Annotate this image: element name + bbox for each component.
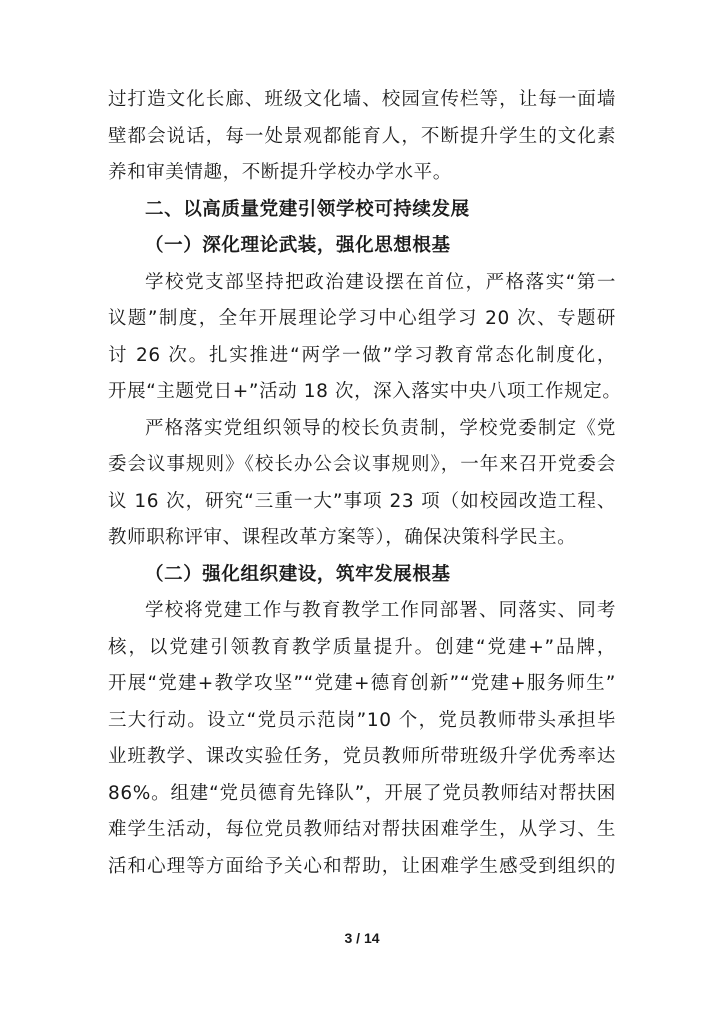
body-line: 学校党支部坚持把政治建设摆在首位，严格落实“第一 — [145, 271, 616, 293]
body-line: 教师职称评审、课程改革方案等），确保决策科学民主。 — [108, 527, 577, 548]
body-line: 委会议事规则》《校长办公会议事规则》，一年来召开党委会 — [108, 454, 616, 475]
body-line: 过打造文化长廊、班级文化墙、校园宣传栏等，让每一面墙 — [108, 89, 616, 110]
body-line: 开展“主题党日+”活动 18 次，深入落实中央八项工作规定。 — [108, 381, 622, 402]
body-line: 开展“党建+教学攻坚”“党建+德育创新”“党建+服务师生” — [108, 673, 616, 694]
body-line: 学校将党建工作与教育教学工作同部署、同落实、同考 — [145, 600, 616, 621]
body-line: 议 16 次，研究“三重一大”事项 23 项（如校园改造工程、 — [108, 490, 616, 512]
body-line: 业班教学、课改实验任务，党员教师所带班级升学优秀率达 — [108, 746, 616, 767]
body-line: 86%。组建“党员德育先锋队”，开展了党员教师结对帮扶困 — [108, 782, 616, 804]
document-body — [108, 82, 622, 885]
body-line: 三大行动。设立“党员示范岗”10 个，党员教师带头承担毕 — [108, 709, 616, 731]
body-line: 壁都会说话，每一处景观都能育人，不断提升学生的文化素 — [108, 125, 616, 147]
page-number: 3 / 14 — [344, 930, 380, 946]
body-line: 活和心理等方面给予关心和帮助，让困难学生感受到组织的 — [108, 855, 616, 877]
body-line: 养和审美情趣，不断提升学校办学水平。 — [108, 162, 452, 183]
body-line: 核，以党建引领教育教学质量提升。创建“党建+”品牌， — [108, 636, 616, 658]
subsection-heading: （二）强化组织建设，筑牢发展根基 — [145, 563, 451, 585]
body-line: 议题”制度，全年开展理论学习中心组学习 20 次、专题研 — [108, 308, 616, 329]
body-line: 讨 26 次。扎实推进“两学一做”学习教育常态化制度化， — [108, 344, 616, 366]
body-line: 严格落实党组织领导的校长负责制，学校党委制定《党 — [145, 417, 616, 439]
section-heading: 二、以高质量党建引领学校可持续发展 — [145, 198, 470, 220]
subsection-heading: （一）深化理论武装，强化思想根基 — [145, 235, 451, 256]
body-line: 难学生活动，每位党员教师结对帮扶困难学生，从学习、生 — [108, 819, 616, 840]
